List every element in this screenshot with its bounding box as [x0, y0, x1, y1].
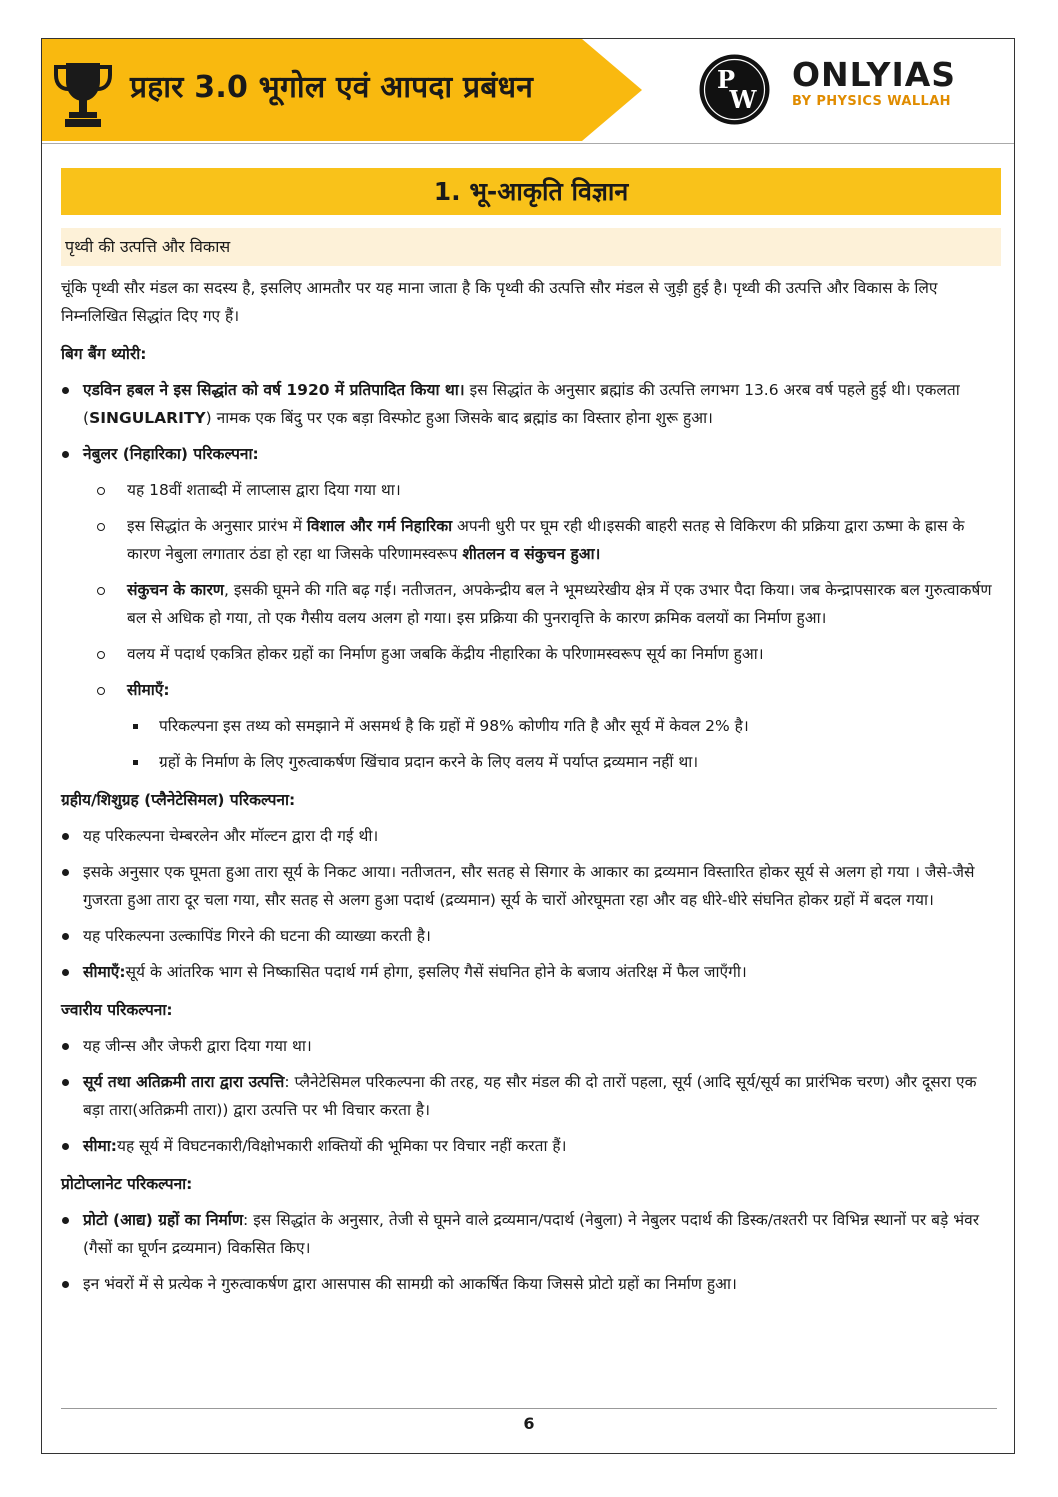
planetesimal-list — [61, 822, 1001, 986]
text: सूर्य के आंतरिक भाग से निष्कासित पदार्थ गर्म होगा, इसलिए गैसें संघनित होने के बजाय अंतरिक्ष में फैल जाएँगी। — [125, 963, 747, 981]
big-bang-heading: बिग बैंग थ्योरी: — [61, 345, 147, 363]
list-item — [61, 512, 1001, 568]
list-item — [61, 576, 1001, 632]
limits-list — [61, 712, 1001, 776]
header-title: प्रहार 3.0 भूगोल एवं आपदा प्रबंधन — [130, 70, 534, 105]
list-item: इन भंवरों में से प्रत्येक ने गुरुत्वाकर्षण द्वारा आसपास की सामग्री को आकर्षित किया जिससे प्रोटो ग्रहों का निर्माण हुआ। — [61, 1270, 1001, 1298]
list-item — [61, 376, 1001, 432]
list-item — [61, 440, 1001, 468]
list-item: यह परिकल्पना उल्कापिंड गिरने की घटना की व्याख्या करती है। — [61, 922, 1001, 950]
text: यह सूर्य में विघटनकारी/विक्षोभकारी शक्तियों की भूमिका पर विचार नहीं करता हैं। — [116, 1137, 567, 1155]
section-bar — [61, 228, 1001, 266]
chapter-bar — [61, 168, 1001, 215]
list-item — [61, 676, 1001, 704]
bold-text: सूर्य तथा अतिक्रमी तारा द्वारा उत्पत्ति — [83, 1073, 285, 1091]
text: : इस सिद्धांत के अनुसार, तेजी से घूमने वाले द्रव्यमान/पदार्थ (नेबुला) ने नेबुलर पदार्थ की डिस्क/तश्तरी पर विभिन्न स्थानों पर बड़े भंवर (गैसों का घूर्णन द्रव्यमान) विकसित किए। — [83, 1211, 980, 1257]
text: अपनी धुरी पर घूम रही थी।इसकी बाहरी सतह से विकिरण की प्रक्रिया द्वारा ऊष्मा के ह्रास के कारण नेबुला लगातार ठंडा हो रहा था जिसके परिणामस्वरूप — [127, 517, 965, 563]
text: इस सिद्धांत के अनुसार प्रारंभ में — [127, 517, 307, 535]
tidal-heading: ज्वारीय परिकल्पना: — [61, 1001, 173, 1019]
chapter-title: 1. भू-आकृति विज्ञान — [433, 177, 629, 206]
intro-paragraph: चूंकि पृथ्वी सौर मंडल का सदस्य है, इसलिए आमतौर पर यह माना जाता है कि पृथ्वी की उत्पत्ति सौर मंडल से जुड़ी हुई है। पृथ्वी की उत्पत्ति और विकास के लिए निम्नलिखित सिद्धांत दिए गए हैं। — [61, 279, 938, 325]
header-divider — [42, 143, 1014, 144]
text: ) नामक एक बिंदु पर एक बड़ा विस्फोट हुआ जिसके बाद ब्रह्मांड का विस्तार होना शुरू हुआ। — [205, 409, 713, 427]
pw-logo — [697, 52, 772, 127]
section-title: पृथ्वी की उत्पत्ति और विकास — [65, 237, 231, 256]
protoplanet-list — [61, 1206, 1001, 1298]
svg-text:W: W — [729, 85, 757, 114]
trophy-icon — [52, 59, 114, 129]
list-item: यह जीन्स और जेफरी द्वारा दिया गया था। — [61, 1032, 1001, 1060]
bold-text: संकुचन के कारण — [127, 581, 224, 599]
list-item — [61, 1068, 1001, 1124]
footer-divider — [61, 1408, 997, 1409]
bold-text: शीतलन व संकुचन हुआ। — [462, 545, 601, 563]
page-number: 6 — [523, 1414, 535, 1433]
list-item: परिकल्पना इस तथ्य को समझाने में असमर्थ है कि ग्रहों में 98% कोणीय गति है और सूर्य में केवल 2% है। — [61, 712, 1001, 740]
planetesimal-heading: ग्रहीय/शिशुग्रह (प्लैनेटेसिमल) परिकल्पना: — [61, 791, 296, 809]
bold-text: विशाल और गर्म निहारिका — [306, 517, 453, 535]
nebular-list — [61, 476, 1001, 704]
bold-text: एडविन हबल ने इस सिद्धांत को वर्ष 1920 में प्रतिपादित किया था। — [83, 381, 465, 399]
svg-text:P: P — [716, 65, 736, 94]
bold-text: प्रोटो (आद्य) ग्रहों का निर्माण — [83, 1211, 244, 1229]
brand-logo — [792, 56, 956, 109]
list-item: ग्रहों के निर्माण के लिए गुरुत्वाकर्षण खिंचाव प्रदान करने के लिए वलय में पर्याप्त द्रव्यमान नहीं था। — [61, 748, 1001, 776]
list-item — [61, 1206, 1001, 1262]
brand-tagline: BY PHYSICS WALLAH — [792, 94, 951, 109]
brand-name: ONLYIAS — [792, 55, 957, 94]
text: , इसकी घूमने की गति बढ़ गई। नतीजतन, अपकेन्द्रीय बल ने भूमध्यरेखीय क्षेत्र में एक उभार पैदा किया। जब केन्द्रापसारक बल गुरुत्वाकर्षण बल से अधिक हो गया, तो एक गैसीय वलय अलग हो गया। इस प्रक्रिया की पुनरावृत्ति के कारण क्रमिक वलयों का निर्माण हुआ। — [127, 581, 992, 627]
protoplanet-heading: प्रोटोप्लानेट परिकल्पना: — [61, 1175, 193, 1193]
page-content — [61, 272, 1001, 1298]
nebular-heading: नेबुलर (निहारिका) परिकल्पना: — [83, 445, 259, 463]
limits-heading: सीमाएँ: — [127, 681, 170, 699]
list-item — [61, 958, 1001, 986]
bold-text: सीमा: — [83, 1137, 117, 1155]
text: : प्लैनेटेसिमल परिकल्पना की तरह, यह सौर मंडल की दो तारों पहला, सूर्य (आदि सूर्य/सूर्य का प्रारंभिक चरण) और दूसरा एक बड़ा तारा(अतिक्रमी तारा)) द्वारा उत्पत्ति पर भी विचार करता है। — [83, 1073, 977, 1119]
list-item: इसके अनुसार एक घूमता हुआ तारा सूर्य के निकट आया। नतीजतन, सौर सतह से सिगार के आकार का द्रव्यमान विस्तारित होकर सूर्य से अलग हो गया । जैसे-जैसे गुजरता हुआ तारा दूर चला गया, सौर सतह से अलग हुआ पदार्थ (द्रव्यमान) सूर्य के चारों ओरघूमता रहा और वह धीरे-धीरे संघनित होकर ग्रहों में बदल गया। — [61, 858, 1001, 914]
list-item: यह परिकल्पना चेम्बरलेन और मॉल्टन द्वारा दी गई थी। — [61, 822, 1001, 850]
list-item: यह 18वीं शताब्दी में लाप्लास द्वारा दिया गया था। — [61, 476, 1001, 504]
list-item — [61, 1132, 1001, 1160]
big-bang-list — [61, 376, 1001, 468]
text: इस सिद्धांत के अनुसार ब्रह्मांड की उत्पत्ति लगभग 13.6 अरब वर्ष पहले हुई थी। एकलता ( — [83, 381, 960, 427]
tidal-list — [61, 1032, 1001, 1160]
header-banner — [42, 39, 642, 141]
bold-text: SINGULARITY — [89, 409, 206, 427]
list-item: वलय में पदार्थ एकत्रित होकर ग्रहों का निर्माण हुआ जबकि केंद्रीय नीहारिका के परिणामस्वरूप सूर्य का निर्माण हुआ। — [61, 640, 1001, 668]
bold-text: सीमाएँ: — [83, 963, 126, 981]
